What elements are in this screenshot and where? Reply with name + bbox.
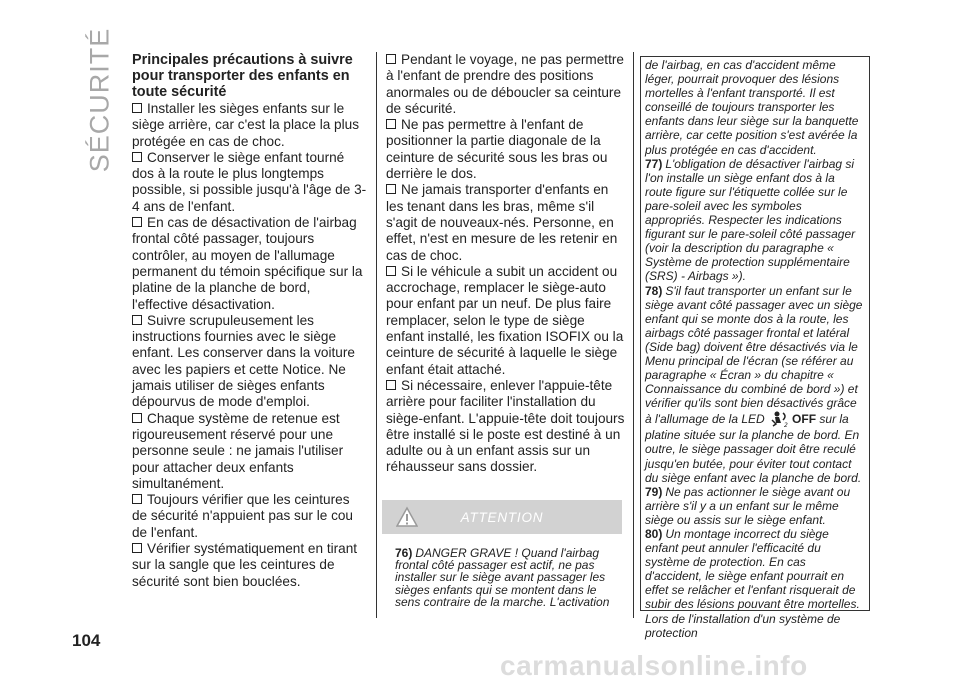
checkbox-bullet-icon — [132, 543, 142, 553]
checkbox-bullet-icon — [386, 184, 396, 194]
checkbox-bullet-icon — [132, 217, 142, 227]
bullet-item: Ne pas permettre à l'enfant de positionner la partie diagonale de la ceinture de sécurité sous les bras ou derrière le dos. — [386, 117, 608, 182]
warning-80: 80) Un montage incorrect du siège enfant peut annuler l'efficacité du système de protection. En cas d'accident, le siège enfant pourrait en effet se relâcher et l'enfant risquerait de subir des lésions pouvant être mortelles. Lors de l'installation d'un système de protection — [645, 527, 860, 640]
bullet-item: Ne jamais transporter d'enfants en les tenant dans les bras, même s'il s'agit de nouveaux-nés. Personne, en effet, n'est en mesure de les retenir en cas de choc. — [386, 182, 618, 263]
section-title: SÉCURITÉ — [84, 27, 115, 173]
attention-label: ATTENTION — [460, 510, 544, 525]
checkbox-bullet-icon — [386, 380, 396, 390]
bullet-item: En cas de désactivation de l'airbag frontal côté passager, toujours contrôler, au moyen de l'allumage permanent du témoin spécifique sur la platine de la planche de bord, l'effective désactivation. — [132, 215, 363, 312]
column-divider — [633, 52, 634, 618]
heading: Principales précautions à suivre pour transporter des enfants en toute sécurité — [132, 52, 353, 100]
warning-78: 78) S'il faut transporter un enfant sur le siège avant côté passager avec un siège enfant qui se monte dos à la route, les airbags côté passager frontal et latéral (Side bag) doivent être désactivés via le Menu principal de l'écran (se référer au paragraphe « Écran » du chapitre « Connaissance du combiné de bord ») et vérifier qu'ils sont bien désactivés grâce à l'allumage de la LED 2 OFF sur la platine située sur la planche de bord. En outre, le siège passager doit être reculé jusqu'en butée, pour éviter tout contact du siège enfant avec la planche de bord. — [645, 283, 863, 485]
column-1 — [132, 52, 368, 590]
column-2 — [386, 52, 626, 476]
bullet-item: Conserver le siège enfant tourné dos à la route le plus longtemps possible, si possible jusqu'à l'âge de 3-4 ans de l'enfant. — [132, 149, 367, 214]
bullet-item: Toujours vérifier que les ceintures de sécurité n'appuient pas sur le cou de l'enfant. — [132, 492, 353, 540]
column-divider — [376, 52, 377, 618]
bullet-item: Pendant le voyage, ne pas permettre à l'enfant de prendre des positions anormales ou de déboucler sa ceinture de sécurité. — [386, 52, 624, 116]
attention-note-76: 76) DANGER GRAVE ! Quand l'airbag frontal côté passager est actif, ne pas installer sur le siège avant passager les sièges enfants qui se montent dans le sens contraire de la marche. L'activation — [395, 546, 610, 609]
bullet-item: Installer les sièges enfants sur le siège arrière, car c'est la place la plus protégée en cas de choc. — [132, 101, 359, 149]
checkbox-bullet-icon — [132, 315, 142, 325]
bullet-item: Chaque système de retenue est rigoureusement réservé pour une personne seule : ne jamais l'utiliser pour attacher deux enfants simultanément. — [132, 410, 344, 491]
checkbox-bullet-icon — [132, 494, 142, 504]
bullet-item: Si le véhicule a subit un accident ou accrochage, remplacer le siège-auto pour enfant par un neuf. De plus faire remplacer, selon le type de siège enfant installé, les fixation ISOFIX ou la ceinture de sécurité à laquelle le siège enfant était attaché. — [386, 263, 624, 377]
checkbox-bullet-icon — [386, 54, 396, 64]
warning-intro: de l'airbag, en cas d'accident même léger, pourrait provoquer des lésions mortelles à l'enfant transporté. Il est conseillé de toujours transporter les enfants dans leur siège sur la banquette arrière, car cette position s'est avérée la plus protégée en cas d'accident. — [645, 58, 859, 157]
warning-79: 79) Ne pas actionner le siège avant ou arrière s'il y a un enfant sur le même siège ou assis sur le siège enfant. — [645, 484, 851, 527]
watermark: carmanualsonline.info — [500, 650, 808, 681]
checkbox-bullet-icon — [132, 103, 142, 113]
bullet-item: Vérifier systématiquement en tirant sur la sangle que les ceintures de sécurité sont bien bouclées. — [132, 541, 358, 589]
warning-77: 77) L'obligation de désactiver l'airbag si l'on installe un siège enfant dos à la route figure sur l'étiquette collée sur le pare-soleil avec les symboles appropriés. Respecter les indications figurant sur le pare-soleil côté passager (voir la description du paragraphe « Système de protection supplémentaire (SRS) - Airbags »). — [645, 156, 856, 284]
checkbox-bullet-icon — [132, 152, 142, 162]
svg-text:2: 2 — [784, 422, 788, 429]
page-number: 104 — [72, 631, 101, 650]
bullet-item: Suivre scrupuleusement les instructions fournies avec le siège enfant. Les conserver dans la voiture avec les papiers et cette Notice. Ne jamais utiliser de sièges enfants dépourvus de mode d'emploi. — [132, 312, 355, 410]
passenger-airbag-off-icon — [770, 410, 790, 428]
attention-banner — [382, 500, 622, 534]
checkbox-bullet-icon — [386, 266, 396, 276]
checkbox-bullet-icon — [132, 413, 142, 423]
checkbox-bullet-icon — [386, 119, 396, 129]
column-3 — [645, 58, 863, 640]
bullet-item: Si nécessaire, enlever l'appuie-tête arrière pour faciliter l'installation du siège-enfant. L'appuie-tête doit toujours être installé si le poste est destiné à un adulte ou à un enfant assis sur un réhausseur sans dossier. — [386, 377, 625, 475]
